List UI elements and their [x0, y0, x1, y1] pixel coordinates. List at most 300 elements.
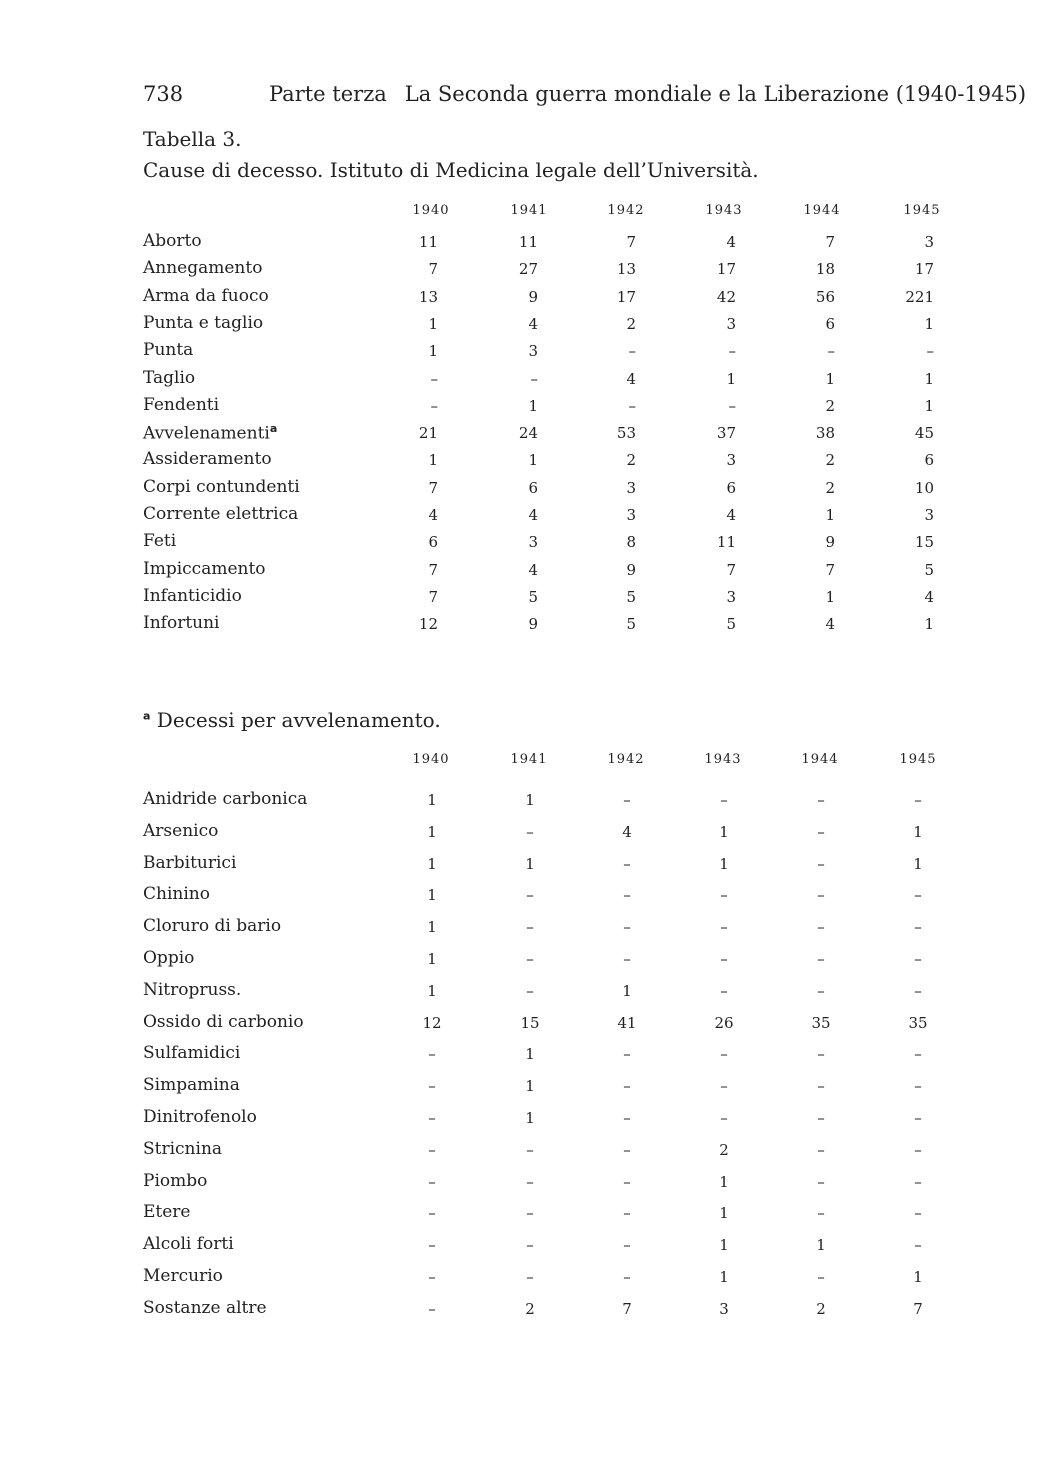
- table-row: [0, 1266, 1046, 1297]
- cell-value: 1: [719, 1204, 729, 1223]
- cell-value: 1: [528, 396, 538, 415]
- cell-value: –: [628, 342, 636, 361]
- footnote-title: [143, 708, 441, 732]
- row-label: [143, 1012, 304, 1032]
- table-row: [0, 1012, 1046, 1043]
- cell-value: 4: [626, 369, 636, 388]
- table-row: [0, 1075, 1046, 1106]
- cell-value: 35: [908, 1013, 928, 1032]
- row-label: [143, 884, 210, 904]
- cell-value: 10: [914, 478, 934, 497]
- cell-value: –: [428, 1109, 436, 1127]
- cell-value: 45: [914, 424, 934, 443]
- cell-value: 24: [518, 424, 538, 443]
- row-label-text: Arsenico: [143, 820, 219, 841]
- table-row: [0, 231, 1046, 258]
- cell-value: 13: [616, 260, 636, 279]
- cell-value: 15: [520, 1013, 540, 1032]
- table-row: [0, 531, 1046, 558]
- cell-value: –: [914, 1140, 922, 1159]
- cell-value: –: [914, 1077, 922, 1096]
- row-label-text: Sulfamidici: [143, 1043, 241, 1064]
- cell-value: –: [817, 854, 825, 873]
- cell-value: 27: [518, 260, 538, 279]
- cell-value: 7: [428, 478, 438, 497]
- cell-value: 4: [622, 822, 632, 841]
- table-row: [0, 258, 1046, 285]
- cell-value: 1: [525, 791, 535, 809]
- cell-value: –: [914, 1172, 922, 1191]
- cell-value: –: [526, 1236, 534, 1255]
- cell-value: –: [817, 1140, 825, 1159]
- cell-value: 1: [913, 822, 923, 841]
- row-label-text: Stricnina: [143, 1138, 223, 1159]
- cell-value: 18: [815, 260, 835, 279]
- cell-value: 1: [924, 615, 934, 634]
- cell-value: 9: [528, 287, 538, 306]
- row-label: [143, 504, 298, 524]
- cell-value: –: [526, 918, 534, 937]
- cell-value: 7: [825, 560, 835, 579]
- row-label: [143, 258, 262, 278]
- row-label-text: Infanticidio: [143, 585, 242, 606]
- cell-value: 9: [528, 615, 538, 634]
- cell-value: 1: [825, 587, 835, 606]
- page-number: 738: [143, 82, 184, 106]
- table-row: [0, 1107, 1046, 1138]
- running-title: [269, 82, 1026, 106]
- cell-value: 1: [427, 981, 437, 1000]
- cell-value: –: [428, 1204, 436, 1223]
- row-label: [143, 449, 272, 469]
- cell-value: –: [728, 342, 736, 361]
- cell-value: 7: [825, 233, 835, 251]
- cell-value: –: [914, 950, 922, 968]
- year-header: 1943: [704, 752, 742, 767]
- cell-value: 2: [816, 1299, 826, 1318]
- cell-value: 4: [726, 506, 736, 524]
- row-label-text: Oppio: [143, 948, 195, 968]
- cell-value: 9: [825, 533, 835, 552]
- cell-value: –: [817, 1077, 825, 1096]
- row-label: [143, 821, 218, 841]
- cell-value: 5: [528, 587, 538, 606]
- table-row: [0, 1298, 1046, 1329]
- cell-value: 1: [427, 950, 437, 968]
- cell-value: –: [623, 1140, 631, 1159]
- cell-value: –: [720, 1077, 728, 1096]
- cell-value: 3: [528, 342, 538, 361]
- row-label: [143, 613, 219, 633]
- cell-value: –: [428, 1299, 436, 1318]
- cell-value: –: [926, 342, 934, 361]
- cell-value: 3: [719, 1299, 729, 1318]
- cell-value: 53: [616, 424, 636, 443]
- cell-value: 2: [525, 1299, 535, 1318]
- table-row: [0, 916, 1046, 947]
- cell-value: 1: [427, 886, 437, 905]
- cell-value: –: [623, 950, 631, 968]
- cell-value: 6: [528, 478, 538, 497]
- cell-value: 5: [626, 587, 636, 606]
- table-row: [0, 1043, 1046, 1074]
- cell-value: 12: [418, 615, 438, 634]
- cell-value: –: [628, 396, 636, 415]
- cell-value: 56: [815, 287, 835, 306]
- table-row: [0, 853, 1046, 884]
- chapter-title: La Seconda guerra mondiale e la Liberazione (1940-1945): [404, 82, 1027, 106]
- cell-value: 1: [719, 854, 729, 873]
- row-label: [143, 1298, 267, 1318]
- row-label: [143, 1266, 223, 1286]
- row-label-text: Annegamento: [143, 258, 263, 279]
- cell-value: 11: [418, 233, 438, 251]
- cell-value: –: [428, 1172, 436, 1191]
- cell-value: 1: [924, 396, 934, 415]
- table-row: [0, 559, 1046, 586]
- row-label: [143, 789, 307, 809]
- cell-value: 2: [626, 451, 636, 470]
- cell-value: 7: [428, 587, 438, 606]
- cell-value: 6: [428, 533, 438, 552]
- table-row: [0, 613, 1046, 640]
- year-header: 1942: [607, 203, 645, 218]
- table-row: [0, 586, 1046, 613]
- row-label: [143, 368, 195, 388]
- cell-value: 4: [924, 587, 934, 606]
- table-label: Tabella 3.: [143, 127, 242, 151]
- table-row: [0, 1202, 1046, 1233]
- cell-value: 1: [428, 342, 438, 361]
- row-label-text: Corrente elettrica: [143, 504, 299, 524]
- cell-value: –: [526, 822, 534, 841]
- year-header: 1940: [412, 203, 450, 218]
- row-label-text: Chinino: [143, 884, 210, 905]
- cell-value: 1: [913, 854, 923, 873]
- row-label-text: Dinitrofenolo: [143, 1107, 257, 1127]
- row-label-text: Punta: [143, 340, 194, 361]
- year-header: 1943: [705, 203, 743, 218]
- cell-value: 1: [825, 506, 835, 524]
- row-label-text: Alcoli forti: [143, 1234, 234, 1255]
- cell-value: –: [428, 1268, 436, 1286]
- row-label-text: Nitropruss.: [143, 979, 242, 1000]
- cell-value: 1: [427, 854, 437, 873]
- cell-value: –: [428, 1077, 436, 1096]
- cell-value: 3: [924, 506, 934, 524]
- row-label-text: Barbiturici: [143, 852, 237, 873]
- row-label-text: Ossido di carbonio: [143, 1011, 304, 1032]
- cell-value: –: [817, 1204, 825, 1223]
- cell-value: –: [817, 791, 825, 809]
- cell-value: –: [623, 791, 631, 809]
- cell-value: 1: [719, 822, 729, 841]
- table-row: [0, 948, 1046, 979]
- table-row: [0, 789, 1046, 820]
- cell-value: 26: [714, 1013, 734, 1032]
- cell-value: –: [914, 1204, 922, 1223]
- row-label-text: Fendenti: [143, 394, 220, 415]
- cell-value: 1: [528, 451, 538, 470]
- cell-value: –: [623, 886, 631, 905]
- cell-value: 4: [528, 506, 538, 524]
- row-label-text: Etere: [143, 1202, 191, 1223]
- row-label: [143, 422, 277, 444]
- row-label-text: Taglio: [143, 367, 196, 388]
- footnote-title-text: Decessi per avvelenamento.: [156, 708, 441, 732]
- row-label: [143, 1202, 191, 1222]
- cell-value: 1: [825, 369, 835, 388]
- row-label-text: Infortuni: [143, 613, 220, 634]
- row-label: [143, 1043, 240, 1063]
- cell-value: –: [428, 1140, 436, 1159]
- cell-value: 1: [525, 1077, 535, 1096]
- cell-value: 17: [914, 260, 934, 279]
- cell-value: 17: [716, 260, 736, 279]
- cell-value: –: [817, 918, 825, 937]
- cell-value: 41: [617, 1013, 637, 1032]
- cell-value: 17: [616, 287, 636, 306]
- cell-value: 3: [626, 506, 636, 524]
- cell-value: –: [914, 1109, 922, 1127]
- cell-value: 6: [726, 478, 736, 497]
- cell-value: 2: [825, 396, 835, 415]
- cell-value: 42: [716, 287, 736, 306]
- cell-value: 1: [427, 918, 437, 937]
- row-label: [143, 340, 193, 360]
- table-row: [0, 395, 1046, 422]
- running-header: [143, 82, 1027, 112]
- cell-value: –: [623, 1172, 631, 1191]
- table-row: [0, 477, 1046, 504]
- cell-value: 9: [626, 560, 636, 579]
- cell-value: 7: [622, 1299, 632, 1318]
- cell-value: 1: [427, 791, 437, 809]
- cell-value: 1: [622, 981, 632, 1000]
- table-row: [0, 884, 1046, 915]
- row-label: [143, 1139, 222, 1159]
- cell-value: 1: [719, 1268, 729, 1286]
- cell-value: 6: [924, 451, 934, 470]
- cell-value: –: [526, 1172, 534, 1191]
- row-label: [143, 531, 176, 551]
- row-label-text: Arma da fuoco: [143, 285, 269, 306]
- cell-value: 3: [924, 233, 934, 251]
- table-row: [0, 368, 1046, 395]
- table-row: [0, 422, 1046, 449]
- cell-value: 2: [719, 1140, 729, 1159]
- row-label: [143, 559, 266, 579]
- row-label: [143, 395, 219, 415]
- row-label-text: Impiccamento: [143, 558, 266, 579]
- row-label: [143, 980, 241, 1000]
- cell-value: 11: [518, 233, 538, 251]
- cell-value: –: [430, 369, 438, 388]
- cell-value: 1: [924, 314, 934, 333]
- row-label-text: Aborto: [143, 231, 202, 251]
- year-header: 1942: [607, 752, 645, 767]
- cell-value: 1: [525, 1109, 535, 1127]
- row-label: [143, 231, 202, 251]
- table-row: [0, 449, 1046, 476]
- cell-value: –: [623, 1204, 631, 1223]
- year-header: 1944: [801, 752, 839, 767]
- row-label-text: Feti: [143, 531, 177, 552]
- cell-value: –: [817, 822, 825, 841]
- cell-value: –: [428, 1045, 436, 1064]
- cell-value: 7: [428, 260, 438, 279]
- cell-value: 8: [626, 533, 636, 552]
- cell-value: 4: [726, 233, 736, 251]
- year-header: 1941: [510, 752, 548, 767]
- row-label: [143, 916, 281, 936]
- cell-value: –: [817, 981, 825, 1000]
- table-row: [0, 286, 1046, 313]
- cell-value: –: [817, 1268, 825, 1286]
- row-label: [143, 477, 300, 497]
- cell-value: –: [526, 886, 534, 905]
- cell-value: 1: [726, 369, 736, 388]
- cell-value: 15: [914, 533, 934, 552]
- cell-value: –: [720, 1045, 728, 1064]
- row-label-text: Anidride carbonica: [143, 789, 308, 809]
- cell-value: 221: [905, 287, 934, 306]
- year-header: 1945: [903, 203, 941, 218]
- row-label-text: Piombo: [143, 1170, 208, 1191]
- table-row: [0, 340, 1046, 367]
- cell-value: 7: [626, 233, 636, 251]
- cell-value: –: [623, 918, 631, 937]
- cell-value: 6: [825, 314, 835, 333]
- row-label-text: Cloruro di bario: [143, 916, 282, 937]
- cell-value: 3: [626, 478, 636, 497]
- row-label: [143, 1171, 207, 1191]
- cell-value: 1: [719, 1172, 729, 1191]
- cell-value: 1: [427, 822, 437, 841]
- cell-value: 7: [428, 560, 438, 579]
- cell-value: –: [720, 950, 728, 968]
- row-label-text: Sostanze altre: [143, 1297, 267, 1318]
- cell-value: –: [827, 342, 835, 361]
- cell-value: 5: [726, 615, 736, 634]
- cell-value: 37: [716, 424, 736, 443]
- cell-value: –: [914, 791, 922, 809]
- cell-value: 1: [428, 314, 438, 333]
- table-row: [0, 313, 1046, 340]
- cell-value: 5: [626, 615, 636, 634]
- row-label: [143, 286, 269, 306]
- cell-value: –: [720, 886, 728, 905]
- cell-value: –: [720, 918, 728, 937]
- row-label: [143, 586, 242, 606]
- table-header-years: [0, 203, 1046, 221]
- cell-value: –: [720, 1109, 728, 1127]
- cell-value: 12: [422, 1013, 442, 1032]
- cell-value: 4: [428, 506, 438, 524]
- row-label-text: Mercurio: [143, 1266, 223, 1286]
- footnote-ref-marker: a: [269, 422, 278, 436]
- cell-value: –: [817, 950, 825, 968]
- cell-value: 3: [726, 587, 736, 606]
- cell-value: –: [914, 1045, 922, 1064]
- cell-value: 3: [726, 314, 736, 333]
- footnote-header-years: [0, 752, 1046, 770]
- part-label: Parte terza: [269, 82, 387, 106]
- cell-value: –: [914, 918, 922, 937]
- cell-value: –: [817, 886, 825, 905]
- cell-value: –: [728, 396, 736, 415]
- cell-value: –: [914, 1236, 922, 1255]
- cell-value: –: [720, 981, 728, 1000]
- row-label: [143, 1075, 240, 1095]
- row-label-text: Punta e taglio: [143, 312, 264, 333]
- cell-value: 1: [913, 1268, 923, 1286]
- cell-value: –: [430, 396, 438, 415]
- row-label-text: Corpi contundenti: [143, 476, 300, 497]
- cell-value: –: [817, 1109, 825, 1127]
- row-label-text: Simpamina: [143, 1075, 240, 1096]
- cell-value: 3: [726, 451, 736, 470]
- cell-value: –: [526, 1204, 534, 1223]
- cell-value: –: [428, 1236, 436, 1255]
- cell-value: –: [623, 1045, 631, 1064]
- cell-value: –: [526, 1140, 534, 1159]
- cell-value: –: [817, 1172, 825, 1191]
- cell-value: 38: [815, 424, 835, 443]
- cell-value: 1: [924, 369, 934, 388]
- row-label: [143, 313, 263, 333]
- cell-value: –: [623, 1268, 631, 1286]
- table-row: [0, 1234, 1046, 1265]
- cell-value: –: [623, 1109, 631, 1127]
- cell-value: –: [914, 886, 922, 905]
- table-caption: Cause di decesso. Istituto di Medicina legale dell’Università.: [143, 158, 759, 182]
- year-header: 1945: [899, 752, 937, 767]
- cell-value: 1: [525, 854, 535, 873]
- footnote-marker: a: [143, 709, 151, 723]
- cell-value: –: [530, 369, 538, 388]
- cell-value: –: [623, 854, 631, 873]
- cell-value: 35: [811, 1013, 831, 1032]
- row-label-text: Assideramento: [143, 449, 272, 470]
- cell-value: 1: [719, 1236, 729, 1255]
- year-header: 1944: [803, 203, 841, 218]
- cell-value: 7: [726, 560, 736, 579]
- cell-value: 4: [528, 560, 538, 579]
- cell-value: 2: [825, 451, 835, 470]
- cell-value: 4: [528, 314, 538, 333]
- cell-value: –: [526, 1268, 534, 1286]
- row-label: [143, 853, 236, 873]
- cell-value: –: [817, 1045, 825, 1064]
- cell-value: 13: [418, 287, 438, 306]
- cell-value: 1: [525, 1045, 535, 1064]
- cell-value: 4: [825, 615, 835, 634]
- table-row: [0, 821, 1046, 852]
- table-row: [0, 504, 1046, 531]
- row-label: [143, 1107, 257, 1127]
- cell-value: –: [526, 950, 534, 968]
- cell-value: 2: [626, 314, 636, 333]
- cell-value: –: [623, 1077, 631, 1096]
- year-header: 1940: [412, 752, 450, 767]
- row-label: [143, 1234, 234, 1254]
- cell-value: –: [720, 791, 728, 809]
- cell-value: 21: [418, 424, 438, 443]
- cell-value: –: [526, 981, 534, 1000]
- cell-value: 1: [816, 1236, 826, 1255]
- cell-value: 2: [825, 478, 835, 497]
